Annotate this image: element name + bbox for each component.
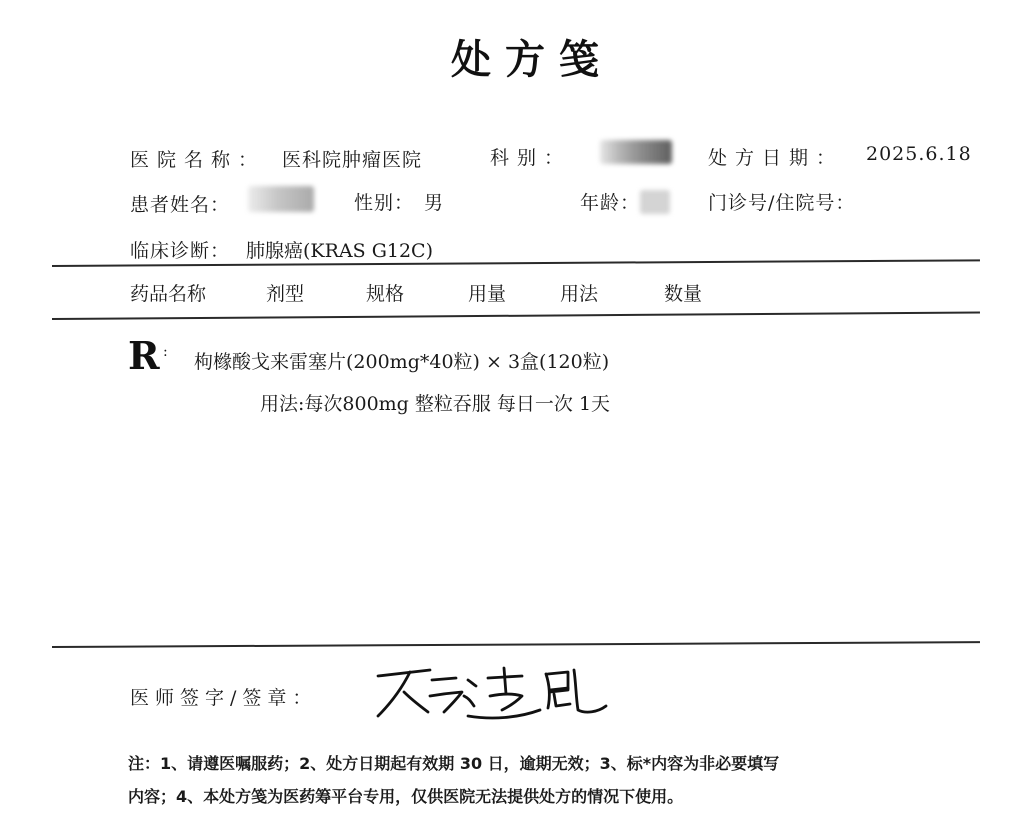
column-dosage-form: 剂型 [266,283,305,305]
column-drug-name: 药品名称 [130,283,207,305]
gender-value: 男 [424,192,444,214]
column-usage: 用法 [560,283,599,305]
rx-symbol: R [128,333,160,378]
footnote-line-2: 内容；4、本处方笺为医药筹平台专用，仅供医院无法提供处方的情况下使用。 [128,787,684,806]
rx-colon: : [163,344,168,360]
column-divider [52,312,980,320]
signature-divider [52,641,980,648]
handwritten-signature [372,660,622,728]
diagnosis-label: 临床诊断： [130,240,231,262]
gender-label: 性别： [354,192,415,214]
age-redacted [640,190,670,214]
department-redacted [600,140,672,164]
hospital-label: 医院名称： [130,149,266,171]
signature-label: 医师签字/签章： [130,687,318,709]
usage-line: 用法:每次800mg 整粒吞服 每日一次 1天 [260,393,611,415]
patient-name-redacted [248,186,314,212]
date-value: 2025.6.18 [866,143,972,165]
column-quantity: 数量 [664,283,703,305]
department-label: 科别： [490,147,572,169]
record-number-label: 门诊号/住院号： [708,192,856,214]
prescription-title: 处方笺 [451,37,613,83]
column-dosage: 用量 [468,283,507,305]
footnote-line-1: 注：1、请遵医嘱服药；2、处方日期起有效期 30 日，逾期无效；3、标*内容为非必要填写 [128,754,780,773]
column-specification: 规格 [366,283,405,305]
drug-line: 枸橼酸戈来雷塞片(200mg*40粒) × 3盒(120粒) [194,351,610,373]
age-label: 年龄： [580,192,641,214]
date-label: 处方日期： [708,147,844,169]
patient-name-label: 患者姓名： [130,194,231,216]
hospital-name: 医科院肿瘤医院 [282,149,423,171]
diagnosis-value: 肺腺癌(KRAS G12C) [246,240,433,262]
